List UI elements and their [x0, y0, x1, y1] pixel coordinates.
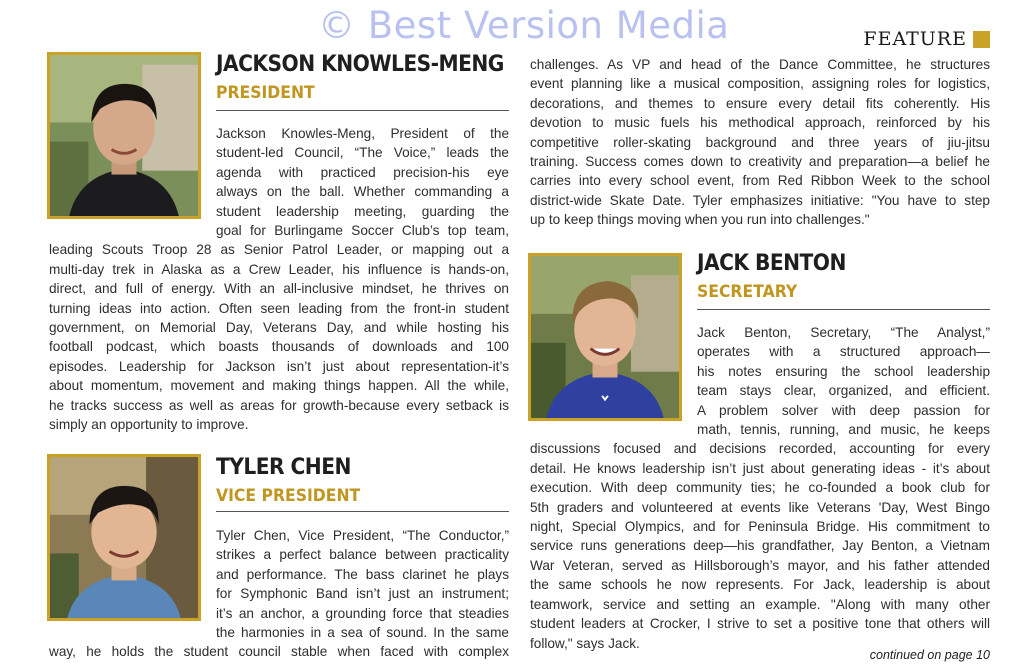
- tyler-rule: [216, 511, 509, 512]
- text-line: math, tennis, running, and music, he keeps: [697, 422, 990, 438]
- text-line: event planning like a musical composition, assigning roles for logistics,: [530, 76, 990, 92]
- text-line: district-wide Skate Date. Tyler emphasizes initiative: "You have to step: [530, 192, 990, 208]
- text-line: Tyler Chen, Vice President, “The Conductor,”: [216, 528, 509, 543]
- text-line: 5th graders and volunteered at events like Veterans 'Day, West Bingo: [530, 499, 990, 515]
- text-line: he tracks success as well as areas for growth-because every setback is: [49, 397, 509, 413]
- text-line: follow," says Jack.: [530, 635, 640, 651]
- tyler-bio-continued: [530, 55, 990, 230]
- text-line: up to keep things moving when you run into challenges.": [530, 212, 870, 228]
- text-line: student leaders at Crocker, I strive to set a positive tone that others will: [530, 616, 990, 632]
- text-line: multi-day trek in Alaska as a Crew Leader, his influence is hands-on,: [49, 261, 509, 277]
- text-line: always on the ball. Whether commanding a: [216, 184, 509, 200]
- tyler-bio: [49, 526, 509, 662]
- jack-rule: [697, 309, 990, 310]
- text-line: A problem solver with deep passion for: [697, 402, 990, 418]
- text-line: goal for Burlingame Soccer Club’s top team,: [216, 223, 509, 239]
- jackson-bio: [49, 124, 509, 435]
- text-line: devotion to music fuels his methodical approach, reinforced by his: [530, 115, 990, 131]
- text-line: decorations, and themes to ensure every detail fits coherently. His: [530, 95, 990, 111]
- text-line: training. Success comes down to creativity and preparation—a belief he: [530, 154, 990, 170]
- text-line: leading Scouts Troop 28 as Senior Patrol Leader, or mapping out a: [49, 242, 509, 258]
- watermark: © Best Version Media: [318, 4, 730, 47]
- text-line: about momentum, movement and making things happen. All the while,: [49, 378, 509, 394]
- jack-role: SECRETARY: [697, 282, 798, 302]
- text-line: and performance. The bass clarinet he plays: [216, 566, 509, 582]
- text-line: student leadership meeting, guarding the: [216, 203, 509, 219]
- text-line: War Veteran, served as Hillsborough’s mayor, and his father attended: [530, 557, 990, 573]
- text-line: government, on Memorial Day, Veterans Day, and while hosting his: [49, 320, 509, 336]
- jackson-rule: [216, 110, 509, 111]
- text-line: football podcast, which boasts thousands of downloads and 100: [49, 339, 509, 355]
- jackson-name: JACKSON KNOWLES-MENG: [216, 52, 504, 77]
- text-line: it’s an anchor, a grounding force that steadies: [216, 605, 509, 621]
- jack-name: JACK BENTON: [697, 251, 846, 276]
- jack-bio: [530, 323, 990, 653]
- text-line: for Symphonic Band isn’t just an instrument;: [216, 586, 509, 602]
- text-line: Jackson Knowles-Meng, President of the: [216, 126, 509, 141]
- text-line: agenda with practiced precision-his eye: [216, 164, 509, 180]
- text-line: his notes ensuring the school leadership: [697, 363, 990, 379]
- section-label-text: FEATURE: [863, 28, 967, 50]
- text-line: detail. He knows leadership isn’t just about generating ideas - it’s about: [530, 460, 990, 476]
- text-line: carries into every school event, from Red Ribbon Week to the school: [530, 173, 990, 189]
- text-line: way, he holds the student council stable when faced with complex: [49, 644, 509, 660]
- text-line: discussions focused and decisions recorded, accounting for every: [530, 441, 990, 457]
- text-line: service runs generations deep—his grandfather, Jay Benton, a Vietnam: [530, 538, 990, 554]
- text-line: operates with a structured approach—: [697, 344, 990, 360]
- text-line: challenges. As VP and head of the Dance Committee, he structures: [530, 57, 990, 72]
- section-label: [863, 28, 990, 50]
- jackson-role: PRESIDENT: [216, 83, 315, 103]
- text-line: teamwork, service and setting an example. "Along with many other: [530, 596, 990, 612]
- text-line: episodes. Leadership for Jackson isn’t just about representation-it’s: [49, 358, 509, 374]
- continued-note: continued on page 10: [869, 648, 990, 662]
- text-line: the harmonies in a sea of sound. In the same: [216, 625, 509, 641]
- text-line: team stays clear, organized, and efficient.: [697, 383, 990, 399]
- tyler-name: TYLER CHEN: [216, 455, 351, 480]
- gold-square-icon: [973, 31, 990, 48]
- text-line: strikes a perfect balance between practicality: [216, 547, 509, 563]
- tyler-role: VICE PRESIDENT: [216, 486, 361, 506]
- text-line: the same schools he now represents. For Jack, leadership is about: [530, 577, 990, 593]
- text-line: student-led Council, “The Voice,” leads the: [216, 145, 509, 161]
- text-line: night, Special Olympics, and for Peninsula Bridge. His commitment to: [530, 519, 990, 535]
- text-line: competitive roller-skating background and three years of jiu-jitsu: [530, 134, 990, 150]
- text-line: execution. With deep community ties; he co-founded a book club for: [530, 480, 990, 496]
- text-line: Jack Benton, Secretary, “The Analyst,”: [697, 325, 990, 340]
- text-line: simply an opportunity to improve.: [49, 417, 249, 433]
- text-line: turning ideas into action. Often seen leading from the front-in student: [49, 300, 509, 316]
- text-line: direct, and full of energy. With an all-inclusive mindset, he thrives on: [49, 281, 509, 297]
